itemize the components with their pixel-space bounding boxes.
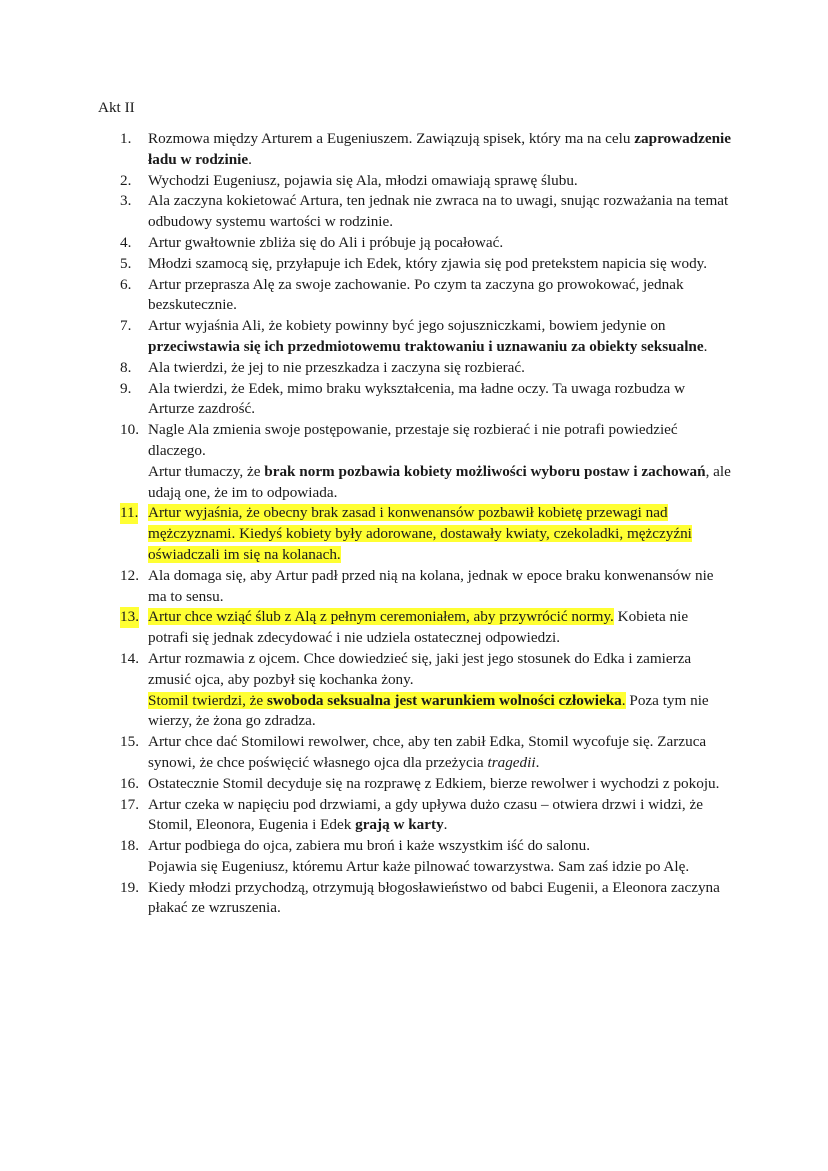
item-text: tragedii	[487, 753, 536, 771]
item-paragraph	[148, 774, 732, 795]
list-item	[0, 420, 828, 503]
item-text: , ale udają one, że im to odpowiada.	[148, 462, 731, 501]
item-paragraph	[148, 171, 732, 192]
item-paragraph	[148, 607, 732, 649]
document-title: Akt II	[98, 99, 135, 116]
list-item	[0, 836, 828, 878]
list-item	[0, 566, 828, 608]
item-text: .	[535, 753, 540, 771]
item-number: 3.	[120, 192, 132, 210]
list-item	[0, 358, 828, 379]
item-number: 18.	[120, 837, 139, 855]
item-text: .	[248, 150, 252, 168]
list-item	[0, 316, 828, 358]
item-text: Ala domaga się, aby Artur padł przed nią na kolana, jednak w epoce braku konwenansów nie ma to sensu.	[148, 566, 714, 605]
event-list	[0, 129, 828, 919]
item-text: Ala zaczyna kokietować Artura, ten jednak nie zwraca na to uwagi, snując rozważania na temat odbudowy systemu wartości w rodzinie.	[148, 192, 729, 231]
item-number: 9.	[120, 379, 132, 397]
item-text: Artur gwałtownie zbliża się do Ali i próbuje ją pocałować.	[148, 233, 504, 251]
bold-text: brak norm pozbawia kobiety możliwości wyboru postaw i zachowań	[264, 462, 706, 480]
list-item	[0, 732, 828, 774]
item-paragraph	[148, 191, 732, 233]
item-text: Nagle Ala zmienia swoje postępowanie, przestaje się rozbierać i nie potrafi powiedzieć dlaczego.	[148, 421, 678, 459]
list-item	[0, 233, 828, 254]
item-paragraph	[148, 836, 732, 857]
item-number: 11.	[120, 503, 138, 524]
item-text: Artur czeka w napięciu pod drzwiami, a gdy upływa dużo czasu – otwiera drzwi i widzi, że Stomil, Eleonora, Eugenia i Edek	[148, 795, 703, 834]
list-item	[0, 191, 828, 233]
item-paragraph	[148, 503, 732, 565]
item-text: .	[443, 816, 448, 834]
item-number: 7.	[120, 317, 132, 335]
item-paragraph	[148, 233, 732, 254]
item-text: Młodzi szamocą się, przyłapuje ich Edek, który zjawia się pod pretekstem napicia się wody.	[148, 254, 708, 272]
item-text: Ala twierdzi, że Edek, mimo braku wykształcenia, ma ładne oczy. Ta uwaga rozbudza w Arturze zazdrość.	[148, 379, 686, 418]
item-text: Wychodzi Eugeniusz, pojawia się Ala, młodzi omawiają sprawę ślubu.	[148, 171, 578, 189]
item-paragraph	[148, 462, 732, 504]
item-paragraph	[148, 275, 732, 317]
item-text: Artur przeprasza Alę za swoje zachowanie. Po czym ta zaczyna go prowokować, jednak bezskutecznie.	[148, 275, 684, 314]
list-item	[0, 129, 828, 171]
item-number: 12.	[120, 566, 139, 584]
list-item	[0, 379, 828, 421]
highlighted-text: Artur wyjaśnia, że obecny brak zasad i konwenansów pozbawił kobietę przewagi nad mężczyznami. Kiedyś kobiety były adorowane, dostawały kwiaty, czekoladki, mężczyźni oświadczali im się na kolanach.	[148, 504, 692, 563]
item-number: 16.	[120, 774, 139, 792]
item-text: Kiedy młodzi przychodzą, otrzymują błogosławieństwo od babci Eugenii, a Eleonora zaczyna płakać ze wzruszenia.	[148, 878, 720, 917]
item-text: Pojawia się Eugeniusz, któremu Artur każe pilnować towarzystwa. Sam zaś idzie po Alę.	[148, 857, 690, 875]
item-text: Ostatecznie Stomil decyduje się na rozprawę z Edkiem, bierze rewolwer i wychodzi z pokoju.	[148, 774, 720, 792]
item-number: 13.	[120, 607, 139, 628]
item-text: Ala twierdzi, że jej to nie przeszkadza i zaczyna się rozbierać.	[148, 358, 525, 376]
list-item	[0, 503, 828, 565]
item-number: 19.	[120, 878, 139, 896]
item-number: 4.	[120, 233, 132, 251]
item-paragraph	[148, 649, 732, 691]
list-item	[0, 649, 828, 732]
item-paragraph	[148, 316, 732, 358]
item-paragraph	[148, 732, 732, 774]
item-number: 17.	[120, 795, 139, 813]
item-text: Poza tym nie wierzy, że żona go zdradza.	[148, 691, 709, 730]
item-paragraph	[148, 857, 732, 878]
list-item	[0, 275, 828, 317]
item-paragraph	[148, 254, 732, 275]
item-paragraph	[148, 566, 732, 608]
bold-text: grają w karty	[355, 816, 444, 834]
item-text: Rozmowa między Arturem a Eugeniuszem. Zawiązują spisek, który ma na celu	[148, 130, 635, 147]
bold-text: przeciwstawia się ich przedmiotowemu traktowaniu i uznawaniu za obiekty seksualne	[148, 337, 704, 355]
highlighted-text: .	[621, 691, 626, 709]
item-paragraph	[148, 358, 732, 379]
list-item	[0, 795, 828, 837]
highlighted-text: swoboda seksualna jest warunkiem wolności człowieka	[266, 691, 622, 709]
item-paragraph	[148, 878, 732, 920]
item-number: 10.	[120, 421, 139, 439]
item-text: Artur tłumaczy, że	[148, 462, 265, 480]
item-number: 6.	[120, 275, 132, 293]
list-item	[0, 254, 828, 275]
item-paragraph	[148, 795, 732, 837]
item-number: 1.	[120, 130, 132, 147]
item-text: Kobieta nie potrafi się jednak zdecydować i nie udziela ostatecznej odpowiedzi.	[148, 608, 689, 647]
list-item	[0, 171, 828, 192]
item-text: Artur podbiega do ojca, zabiera mu broń i każe wszystkim iść do salonu.	[148, 837, 591, 855]
bold-text: zaprowadzenie ładu w rodzinie	[148, 130, 732, 168]
item-text: Artur wyjaśnia Ali, że kobiety powinny być jego sojuszniczkami, bowiem jedynie on	[148, 317, 666, 335]
item-paragraph	[148, 379, 732, 421]
item-number: 2.	[120, 171, 132, 189]
item-number: 5.	[120, 254, 132, 272]
highlighted-text: Artur chce wziąć ślub z Alą z pełnym ceremoniałem, aby przywrócić normy.	[148, 608, 614, 626]
list-item	[0, 878, 828, 920]
item-paragraph	[148, 691, 732, 733]
item-paragraph	[148, 129, 732, 171]
item-number: 8.	[120, 358, 132, 376]
highlighted-text: Stomil twierdzi, że	[148, 691, 267, 709]
item-text: Artur rozmawia z ojcem. Chce dowiedzieć się, jaki jest jego stosunek do Edka i zamierza zmusić ojca, aby pozbył się kochanka żony.	[148, 649, 692, 688]
item-paragraph	[148, 420, 732, 462]
list-item	[0, 774, 828, 795]
item-number: 14.	[120, 649, 139, 667]
item-text: Artur chce dać Stomilowi rewolwer, chce, aby ten zabił Edka, Stomil wycofuje się. Zarzuca synowi, że chce poświęcić własnego ojca dla przeżycia	[148, 733, 707, 771]
list-item	[0, 607, 828, 649]
item-text: .	[703, 337, 708, 355]
item-number: 15.	[120, 733, 139, 751]
